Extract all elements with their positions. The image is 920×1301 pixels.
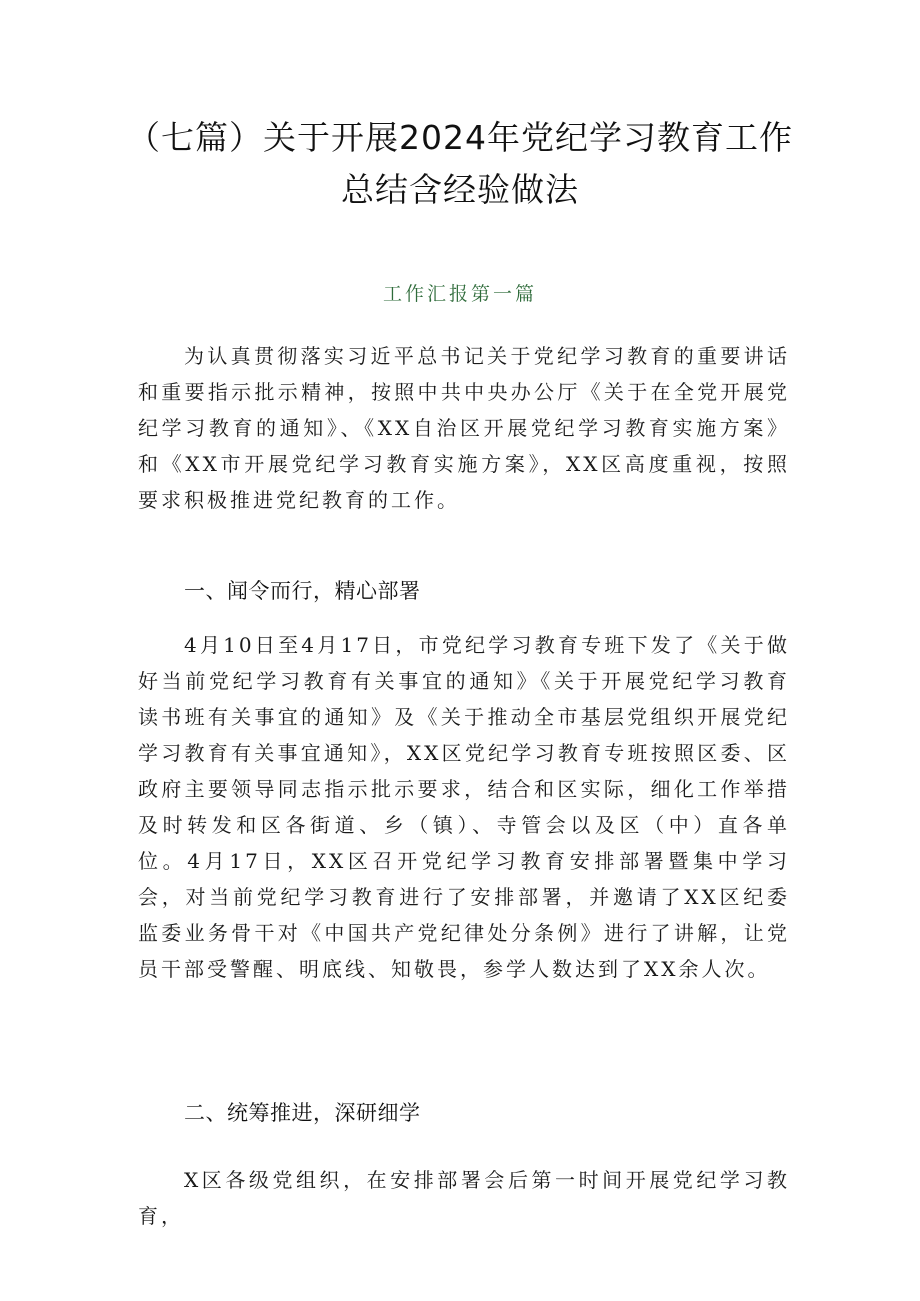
section-title: 工作汇报第一篇 xyxy=(382,283,537,305)
heading-deployment: 一、闻令而行，精心部署 xyxy=(184,579,421,603)
heading-study: 二、统筹推进，深研细学 xyxy=(184,1101,421,1125)
paragraph-study: X区各级党组织，在安排部署会后第一时间开展党纪学习教育， xyxy=(138,1168,790,1228)
paragraph-deployment: 4月10日至4月17日，市党纪学习教育专班下发了《关于做好当前党纪学习教育有关事宜的通知》《关于开展党纪学习教育读书班有关事宜的通知》及《关于推动全市基层党组织开展党纪学习教育有关事宜通知》，XX区党纪学习教育专班按照区委、区政府主要领导同志指示批示要求，结合和区实际，细化工作举措及时转发和区各街道、乡（镇）、寺管会以及区（中）直各单位。4月17日，XX区召开党纪学习教育安排部署暨集中学习会，对当前党纪学习教育进行了安排部署，并邀请了XX区纪委监委业务骨干对《中国共产党纪律处分条例》进行了讲解，让党员干部受警醒、明底线、知敬畏，参学人数达到了XX余人次。 xyxy=(138,633,790,981)
document-title: （七篇）关于开展2024年党纪学习教育工作总结含经验做法 xyxy=(127,118,793,209)
intro-paragraph: 为认真贯彻落实习近平总书记关于党纪学习教育的重要讲话和重要指示批示精神，按照中共中央办公厅《关于在全党开展党纪学习教育的通知》、《XX自治区开展党纪学习教育实施方案》和《XX市开展党纪学习教育实施方案》，XX区高度重视，按照要求积极推进党纪教育的工作。 xyxy=(138,344,790,512)
